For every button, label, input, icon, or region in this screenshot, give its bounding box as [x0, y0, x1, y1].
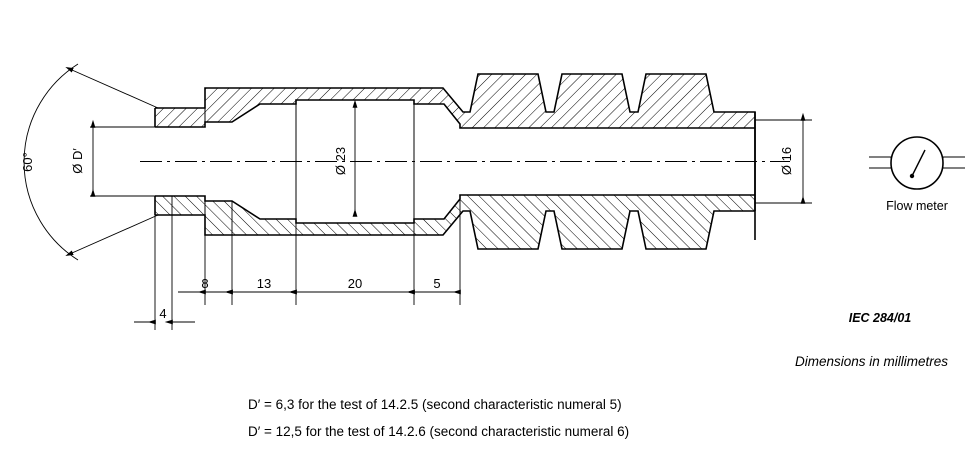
dimension-label-5: 5: [433, 276, 441, 291]
dimension-label-20: 20: [347, 276, 363, 291]
note-line-2: D′ = 12,5 for the test of 14.2.6 (second characteristic numeral 6): [248, 424, 630, 439]
flow-meter-symbol: [869, 137, 965, 189]
diameter-outlet-label: Ø 16: [779, 146, 794, 176]
dimension-label-4: 4: [159, 306, 167, 321]
dimension-label-8: 8: [201, 276, 209, 291]
flow-meter-label: Flow meter: [886, 199, 948, 213]
diameter-inlet-label: Ø D′: [70, 148, 85, 174]
units-note: Dimensions in millimetres: [794, 354, 948, 369]
dimension-label-13: 13: [256, 276, 272, 291]
reference-code: IEC 284/01: [848, 311, 912, 325]
angle-60-annotation: [20, 64, 158, 260]
note-line-1: D′ = 6,3 for the test of 14.2.5 (second characteristic numeral 5): [248, 397, 622, 412]
diameter-bore-label: Ø 23: [333, 146, 348, 176]
angle-label: 60°: [20, 152, 35, 172]
